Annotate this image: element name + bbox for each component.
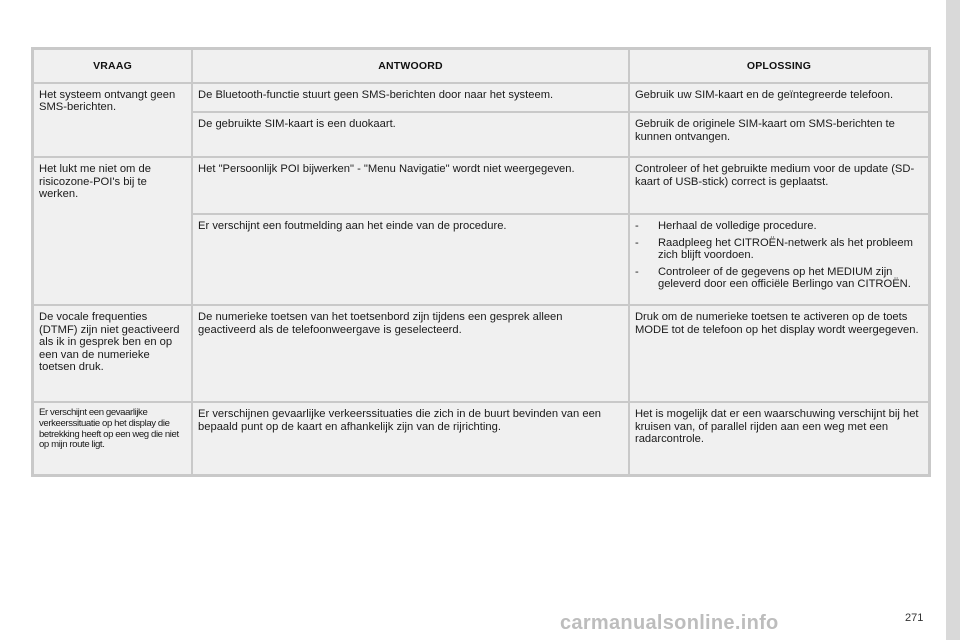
question-cell: Er verschijnt een gevaarlijke verkeerssituatie op het display die betrekking heeft op een weg die niet op mijn route ligt. bbox=[34, 403, 191, 474]
solution-cell: Het is mogelijk dat er een waarschuwing verschijnt bij het kruisen van, of parallel rijden aan een weg met een radarcontrole. bbox=[630, 403, 928, 474]
header-oplossing: OPLOSSING bbox=[630, 50, 928, 82]
solution-list bbox=[635, 220, 923, 290]
watermark: carmanualsonline.info bbox=[560, 612, 779, 634]
answer-cell: Het "Persoonlijk POI bijwerken" - "Menu Navigatie" wordt niet weergegeven. bbox=[193, 158, 628, 213]
table-header-row bbox=[34, 50, 928, 82]
page-side-bar bbox=[946, 0, 960, 640]
table-row bbox=[34, 403, 928, 474]
question-cell: Het lukt me niet om de risicozone-POI's bij te werken. bbox=[34, 158, 191, 304]
table-row bbox=[34, 306, 928, 401]
table-row bbox=[34, 158, 928, 213]
header-vraag: VRAAG bbox=[34, 50, 191, 82]
solution-cell: Controleer of het gebruikte medium voor de update (SD-kaart of USB-stick) correct is geplaatst. bbox=[630, 158, 928, 213]
answer-cell: Er verschijnt een foutmelding aan het einde van de procedure. bbox=[193, 215, 628, 304]
solution-cell: Gebruik de originele SIM-kaart om SMS-berichten te kunnen ontvangen. bbox=[630, 113, 928, 156]
question-cell: Het systeem ontvangt geen SMS-berichten. bbox=[34, 84, 191, 156]
solution-cell: Gebruik uw SIM-kaart en de geïntegreerde telefoon. bbox=[630, 84, 928, 111]
answer-cell: De Bluetooth-functie stuurt geen SMS-berichten door naar het systeem. bbox=[193, 84, 628, 111]
table-row bbox=[34, 84, 928, 111]
list-item: - Raadpleeg het CITROËN-netwerk als het probleem zich blijft voordoen. bbox=[635, 237, 923, 262]
solution-cell: Druk om de numerieke toetsen te activeren op de toets MODE tot de telefoon op het display wordt weergegeven. bbox=[630, 306, 928, 401]
solution-cell bbox=[630, 215, 928, 304]
faq-table bbox=[32, 48, 930, 476]
list-item: - Herhaal de volledige procedure. bbox=[635, 220, 923, 232]
answer-cell: De numerieke toetsen van het toetsenbord zijn tijdens een gesprek alleen geactiveerd als de telefoonweergave is geselecteerd. bbox=[193, 306, 628, 401]
header-antwoord: ANTWOORD bbox=[193, 50, 628, 82]
question-cell: De vocale frequenties (DTMF) zijn niet geactiveerd als ik in gesprek ben en op een van de numerieke toetsen druk. bbox=[34, 306, 191, 401]
list-item: - Controleer of de gegevens op het MEDIUM zijn geleverd door een officiële Berlingo van CITROËN. bbox=[635, 266, 923, 291]
page-number: 271 bbox=[905, 612, 924, 624]
answer-cell: De gebruikte SIM-kaart is een duokaart. bbox=[193, 113, 628, 156]
faq-table-container bbox=[31, 47, 931, 477]
answer-cell: Er verschijnen gevaarlijke verkeerssituaties die zich in de buurt bevinden van een bepaald punt op de kaart en afhankelijk zijn van de rijrichting. bbox=[193, 403, 628, 474]
